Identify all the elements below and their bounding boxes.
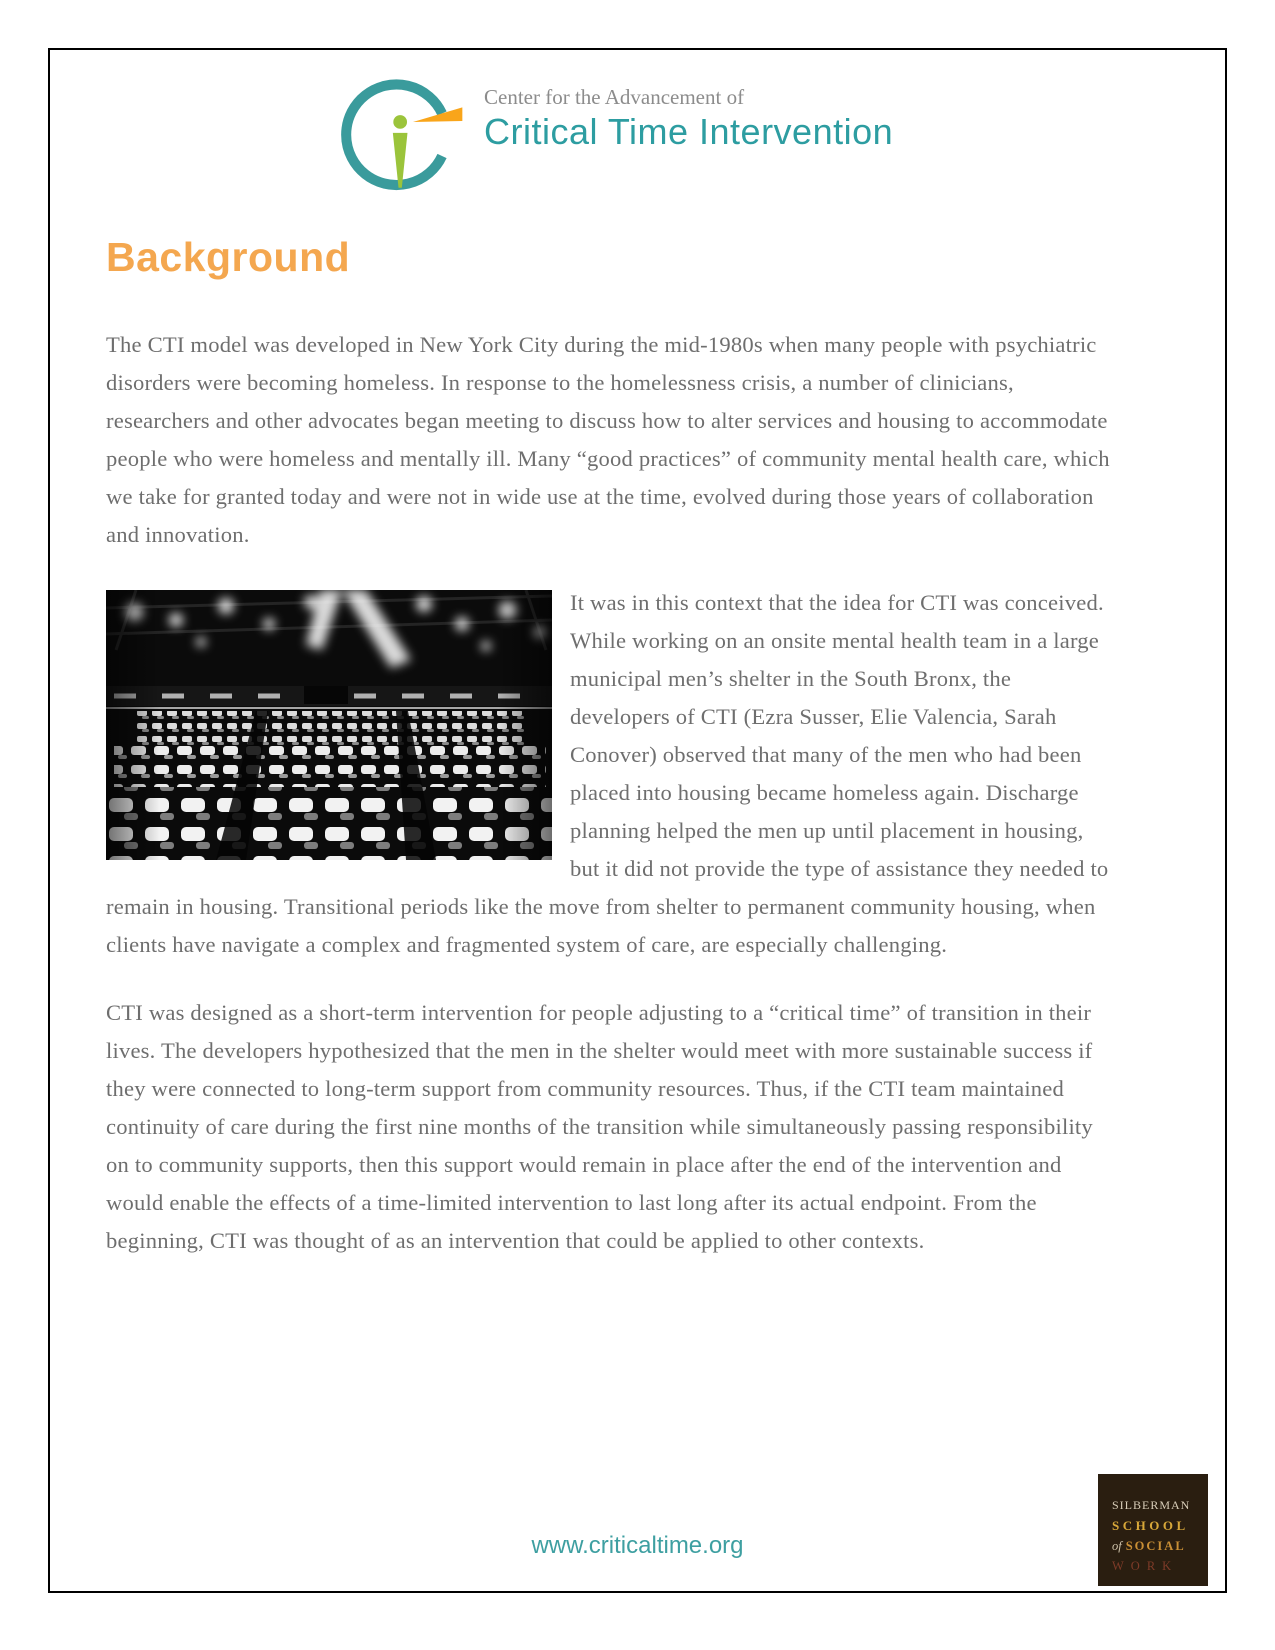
- silberman-social: SOCIAL: [1125, 1539, 1186, 1553]
- silberman-line-2: SCHOOL: [1112, 1518, 1189, 1533]
- paragraph-2: It was in this context that the idea for CTI was conceived. While working on an onsite mental health team in a large municipal men’s shelter in the South Bronx, the developers of CTI (Ezra Susser, Elie Valencia, Sarah Conover) observed that many of the men who had been placed into housing became homeless again. Discharge planning helped the men up until placement in housing, but it did not provide the type of assistance they needed to remain in housing. Transitional periods like the move from shelter to permanent community housing, when clients have navigate a complex and fragmented system of care, are especially challenging.: [106, 590, 1109, 957]
- cti-logo-text: [484, 62, 893, 152]
- silberman-line-4: WORK: [1112, 1559, 1179, 1573]
- footer-website-link[interactable]: www.criticaltime.org: [531, 1532, 744, 1559]
- article-body: [106, 326, 1116, 1290]
- silberman-line-3: [1112, 1539, 1208, 1554]
- logo-tagline: Center for the Advancement of: [484, 85, 745, 109]
- silberman-school-logo: [1098, 1474, 1208, 1586]
- silberman-of: of: [1112, 1539, 1122, 1553]
- cti-logo-icon: [338, 62, 466, 202]
- page-title: Background: [106, 234, 351, 280]
- logo-title: Critical Time Intervention: [484, 111, 894, 153]
- shelter-dormitory-photo: [106, 590, 552, 860]
- paragraph-1: The CTI model was developed in New York City during the mid-1980s when many people with psychiatric disorders were becoming homeless. In response to the homelessness crisis, a number of clinicians, researchers and other advocates began meeting to discuss how to alter services and housing to accommodate people who were homeless and mentally ill. Many “good practices” of community mental health care, which we take for granted today and were not in wide use at the time, evolved during those years of collaboration and innovation.: [106, 332, 1110, 547]
- paragraph-3: CTI was designed as a short-term intervention for people adjusting to a “critical time” of transition in their lives. The developers hypothesized that the men in the shelter would meet with more sustainable success if they were connected to long-term support from community resources. Thus, if the CTI team maintained continuity of care during the first nine months of the transition while simultaneously passing responsibility on to community supports, then this support would remain in place after the end of the intervention and would enable the effects of a time-limited intervention to last long after its actual endpoint. From the beginning, CTI was thought of as an intervention that could be applied to other contexts.: [106, 1000, 1093, 1253]
- silberman-line-1: SILBERMAN: [1112, 1498, 1191, 1512]
- cti-logo: [338, 62, 893, 202]
